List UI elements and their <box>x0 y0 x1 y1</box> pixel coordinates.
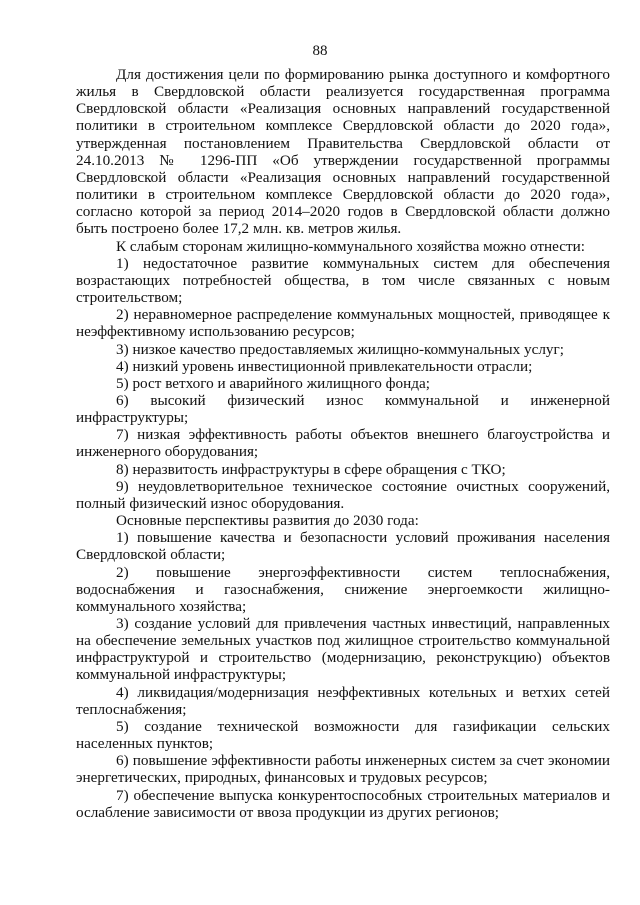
weakness-item: 1) недостаточное развитие коммунальных систем для обеспечения возрастающих потребностей общества, в том числе связанных с новым строительством; <box>76 254 610 307</box>
weakness-item: 2) неравномерное распределение коммунальных мощностей, приводящее к неэффективному использованию ресурсов; <box>76 306 610 341</box>
prospect-item: 4) ликвидация/модернизация неэффективных котельных и ветхих сетей теплоснабжения; <box>76 683 610 718</box>
weakness-item: 4) низкий уровень инвестиционной привлекательности отрасли; <box>116 357 533 375</box>
document-body <box>76 66 610 821</box>
prospect-item: 7) обеспечение выпуска конкурентоспособных строительных материалов и ослабление зависимости от ввоза продукции из других регионов; <box>76 786 610 821</box>
prospect-item: 5) создание технической возможности для газификации сельских населенных пунктов; <box>76 717 610 753</box>
prospect-item: 1) повышение качества и безопасности условий проживания населения Свердловской области; <box>76 529 610 564</box>
weakness-item: 8) неразвитость инфраструктуры в сфере обращения с ТКО; <box>116 460 506 478</box>
prospect-item: 3) создание условий для привлечения частных инвестиций, направленных на обеспечение земельных участков под жилищное строительство коммунальной инфраструктурой и строительство (модернизацию, реконструкцию) объектов коммунальной инфраструктуры; <box>76 615 610 684</box>
weakness-item: 7) низкая эффективность работы объектов внешнего благоустройства и инженерного оборудования; <box>76 426 610 461</box>
paragraph-intro: Для достижения цели по формированию рынка доступного и комфортного жилья в Свердловской области реализуется государственная программа Свердловской области «Реализация основных направлений государственной политики в строительном комплексе Свердловской области до 2020 года», утвержденная постановлением Правительства Свердловской области от 24.10.2013 № 1296-ПП «Об утверждении государственной программы Свердловской области «Реализация основных направлений государственной политики в строительном комплексе Свердловской области до 2020 года», согласно которой за период 2014–2020 годов в Свердловской области должно быть построено более 17,2 млн. кв. метров жилья. <box>76 66 610 238</box>
weakness-item: 9) неудовлетворительное техническое состояние очистных сооружений, полный физический износ оборудования. <box>76 477 610 512</box>
page-number: 88 <box>312 43 328 59</box>
prospects-heading: Основные перспективы развития до 2030 года: <box>116 512 419 530</box>
prospect-item: 6) повышение эффективности работы инженерных систем за счет экономии энергетических, природных, финансовых и трудовых ресурсов; <box>76 752 610 787</box>
weakness-item: 3) низкое качество предоставляемых жилищно-коммунальных услуг; <box>116 340 564 358</box>
prospect-item: 2) повышение энергоэффективности систем теплоснабжения, водоснабжения и газоснабжения, снижение энергоемкости жилищно-коммунального хозяйства; <box>76 563 610 615</box>
weakness-item: 6) высокий физический износ коммунальной и инженерной инфраструктуры; <box>76 391 610 427</box>
weaknesses-heading: К слабым сторонам жилищно-коммунального хозяйства можно отнести: <box>116 237 586 255</box>
weakness-item: 5) рост ветхого и аварийного жилищного фонда; <box>116 374 430 392</box>
